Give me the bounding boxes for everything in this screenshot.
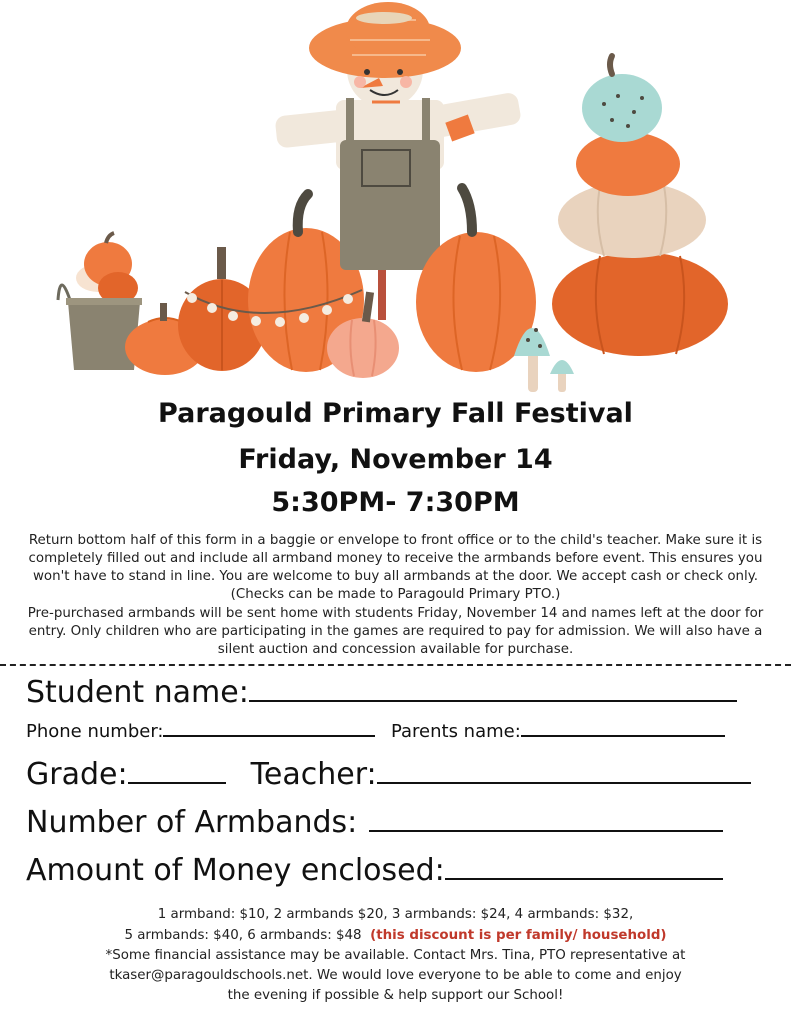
price-line-2-text: 5 armbands: $40, 6 armbands: $48 xyxy=(124,928,362,943)
event-time: 5:30PM- 7:30PM xyxy=(271,487,520,518)
teacher-label: Teacher: xyxy=(250,757,377,792)
money-field[interactable] xyxy=(26,853,723,888)
teacher-blank[interactable] xyxy=(377,782,751,784)
parents-name-blank[interactable] xyxy=(521,735,725,737)
parents-name-label: Parents name: xyxy=(390,721,521,742)
armbands-label: Number of Armbands: xyxy=(26,805,358,840)
price-line-1: 1 armband: $10, 2 armbands $20, 3 armbands: $24, 4 armbands: $32, xyxy=(157,907,634,922)
price-line-2 xyxy=(0,925,791,946)
money-label: Amount of Money enclosed: xyxy=(26,853,445,888)
contact-line: tkaser@paragouldschools.net. We would love everyone to be able to come and enjoy xyxy=(109,968,682,983)
phone-number-label: Phone number: xyxy=(26,721,164,742)
pumpkin-stack-icon xyxy=(552,56,728,356)
cut-line xyxy=(0,664,791,666)
discount-note: (this discount is per family/ household) xyxy=(370,928,667,943)
student-name-label: Student name: xyxy=(26,675,249,710)
student-name-field[interactable] xyxy=(26,675,737,710)
armbands-field[interactable] xyxy=(26,805,723,840)
armband-info-paragraph: Pre-purchased armbands will be sent home with students Friday, November 14 and names left at the door for entry. Only children who are participating in the games are required to pay for admission. We will also have a silent auction and concession available for purchase. xyxy=(27,606,764,657)
mushroom-icon xyxy=(514,328,574,392)
event-title: Paragould Primary Fall Festival xyxy=(158,398,633,429)
student-name-blank[interactable] xyxy=(249,700,737,702)
phone-parents-row xyxy=(26,721,725,742)
money-blank[interactable] xyxy=(445,878,723,880)
grade-blank[interactable] xyxy=(128,782,226,784)
assistance-line: *Some financial assistance may be available. Contact Mrs. Tina, PTO representative at xyxy=(105,948,686,963)
closing-line: the evening if possible & help support our School! xyxy=(227,988,564,1003)
grade-teacher-row xyxy=(26,757,751,792)
grade-label: Grade: xyxy=(26,757,128,792)
instructions-paragraph: Return bottom half of this form in a baggie or envelope to front office or to the child's teacher. Make sure it is completely filled out and include all armband money to receive the armbands before event. This ensures you won't have to stand in line. You are welcome to buy all armbands at the door. We accept cash or check only. (Checks can be made to Paragould Primary PTO.) xyxy=(28,533,763,602)
event-date: Friday, November 14 xyxy=(238,444,553,475)
fall-festival-illustration xyxy=(0,0,791,400)
phone-number-blank[interactable] xyxy=(163,735,375,737)
armbands-blank[interactable] xyxy=(369,830,723,832)
